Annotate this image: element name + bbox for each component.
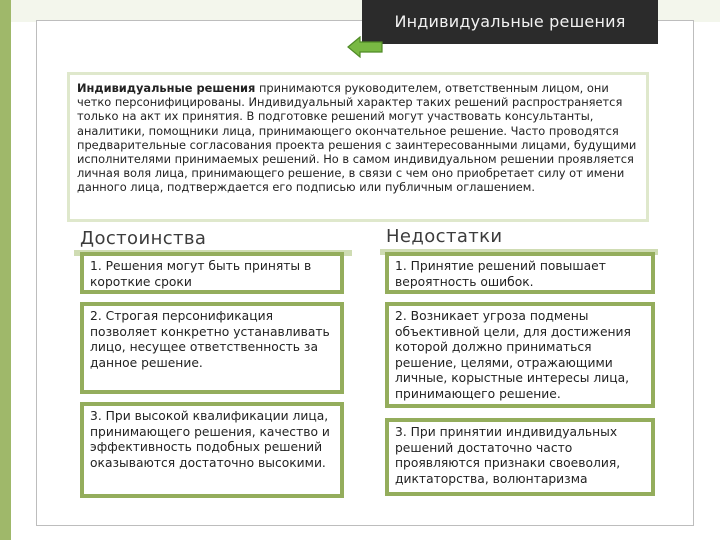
pros-item-1-text: 1. Решения могут быть приняты в короткие сроки (84, 256, 340, 290)
cons-item-2-text: 2. Возникает угроза подмены объективной цели, для достижения которой должно приниматься решение, целями, отражающими личные, корыстные интересы лица, принимающего решение. (389, 306, 651, 404)
intro-body: принимаются руководителем, ответственным лицом, они четко персонифицированы. Индивидуальный характер таких решений распространяется только на акт их принятия. В подготовке решений могут участвовать консультанты, аналитики, помощники лица, принимающего окончательное решение. Часто проводятся предварительные согласования проекта решения с заинтересованными лицами, будущими исполнителями принимаемых решений. Но в самом индивидуальном решении проявляется личная воля лица, принимающего решение, в связи с чем оно приобретает силу от имени данного лица, подтверждается его подписью или публичным оглашением. (77, 81, 637, 195)
pros-item-2-text: 2. Строгая персонификация позволяет конкретно устанавливать лицо, несущее ответственность за данное решение. (84, 306, 340, 390)
intro-bold-lead: Индивидуальные решения (77, 81, 256, 95)
slide-title: Индивидуальные решения (362, 0, 658, 44)
left-arrow-icon[interactable] (347, 36, 383, 58)
pros-item-3-text: 3. При высокой квалификации лица, принимающего решения, качество и эффективность подобных решений оказываются достаточно высокими. (84, 406, 340, 494)
pros-card-1 (80, 252, 344, 294)
cons-item-3-text: 3. При принятии индивидуальных решений достаточно часто проявляются признаки своеволия, диктаторства, волюнтаризма (389, 422, 651, 492)
pros-card-2 (80, 302, 344, 394)
pros-card-3 (80, 402, 344, 498)
intro-text-box (67, 72, 649, 222)
cons-item-1-text: 1. Принятие решений повышает вероятность ошибок. (389, 256, 651, 290)
cons-card-3 (385, 418, 655, 496)
cons-heading: Недостатки (386, 226, 503, 247)
left-accent-bar (0, 0, 11, 540)
cons-card-2 (385, 302, 655, 408)
cons-card-1 (385, 252, 655, 294)
pros-heading: Достоинства (80, 228, 207, 249)
